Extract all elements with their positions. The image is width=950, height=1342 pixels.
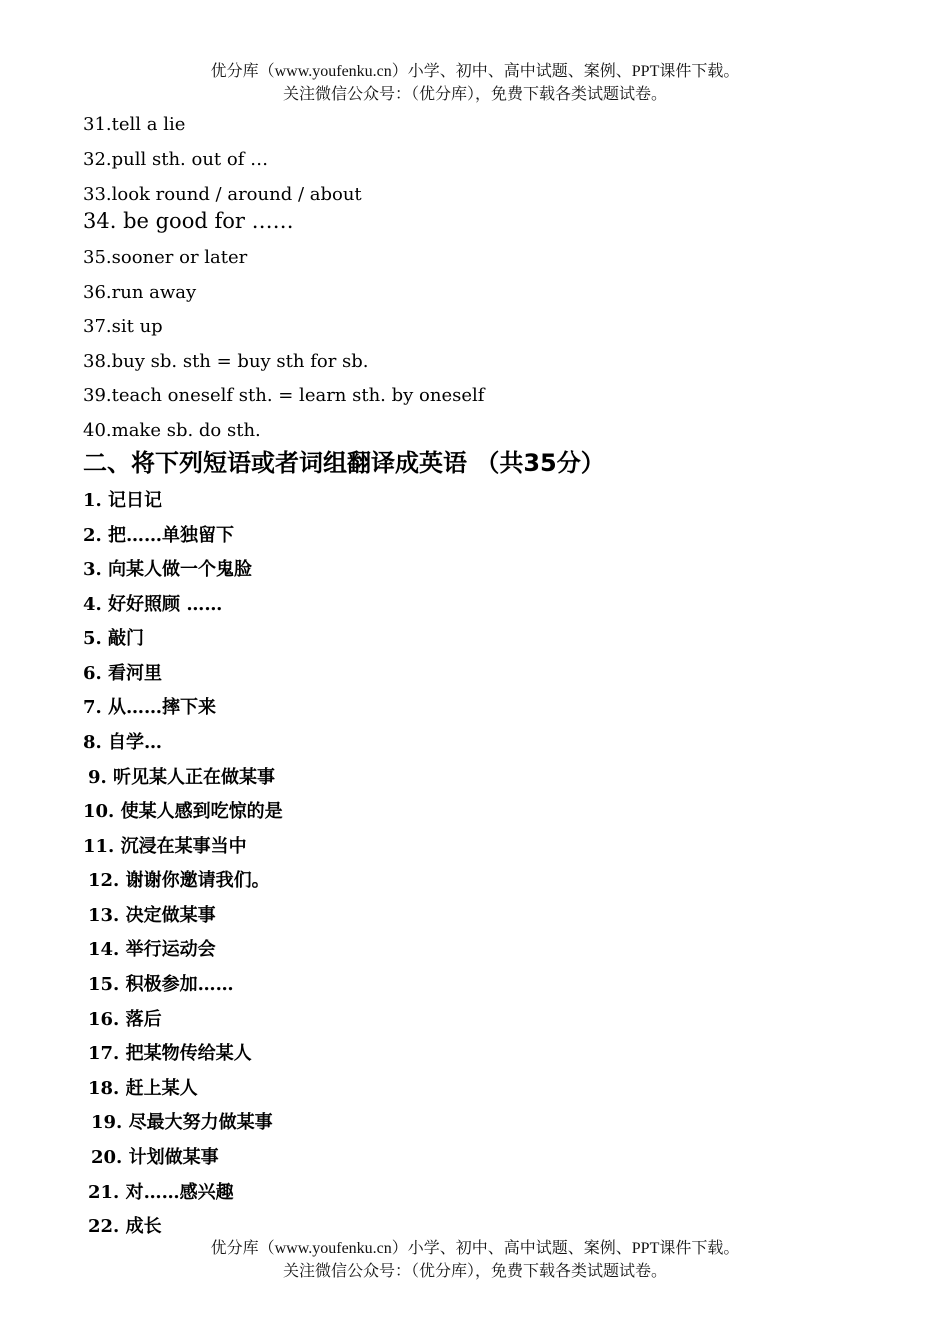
chinese-item-11: 11. 沉浸在某事当中 (83, 836, 247, 857)
page-footer (0, 1237, 950, 1283)
chinese-item-3: 3. 向某人做一个鬼脸 (83, 559, 253, 580)
header-line-1: 优分库（www.youfenku.cn）小学、初中、高中试题、案例、PPT课件下载。 (210, 63, 740, 80)
chinese-item-1: 1. 记日记 (83, 490, 163, 511)
header-line-2: 关注微信公众号：（优分库），免费下载各类试题试卷。 (282, 86, 667, 103)
chinese-item-10: 10. 使某人感到吃惊的是 (83, 801, 283, 822)
footer-line-2: 关注微信公众号：（优分库），免费下载各类试题试卷。 (282, 1263, 667, 1280)
section-heading: 二、将下列短语或者词组翻译成英语 （共35分） (83, 449, 605, 477)
chinese-item-12: 12. 谢谢你邀请我们。 (88, 870, 270, 891)
english-item-35: 35.sooner or later (83, 247, 248, 268)
english-item-39: 39.teach oneself sth. = learn sth. by oneself (83, 385, 485, 406)
chinese-item-6: 6. 看河里 (83, 663, 163, 684)
chinese-item-7: 7. 从……摔下来 (83, 697, 217, 718)
english-item-32: 32.pull sth. out of … (83, 149, 269, 170)
chinese-item-19: 19. 尽最大努力做某事 (91, 1112, 273, 1133)
chinese-item-17: 17. 把某物传给某人 (88, 1043, 252, 1064)
english-item-33: 33.look round / around / about (83, 184, 362, 205)
chinese-item-18: 18. 赶上某人 (88, 1078, 198, 1099)
english-item-38: 38.buy sb. sth = buy sth for sb. (83, 351, 369, 372)
chinese-item-22: 22. 成长 (88, 1216, 162, 1237)
chinese-item-5: 5. 敲门 (83, 628, 145, 649)
chinese-item-2: 2. 把……单独留下 (83, 525, 235, 546)
chinese-item-16: 16. 落后 (88, 1009, 162, 1030)
english-item-36: 36.run away (83, 282, 197, 303)
chinese-item-9: 9. 听见某人正在做某事 (88, 767, 276, 788)
chinese-item-8: 8. 自学… (83, 732, 163, 753)
english-item-40: 40.make sb. do sth. (83, 420, 261, 441)
footer-line-1: 优分库（www.youfenku.cn）小学、初中、高中试题、案例、PPT课件下载。 (210, 1240, 740, 1257)
chinese-item-4: 4. 好好照顾 …… (83, 594, 223, 615)
english-item-34: 34. be good for …… (83, 209, 294, 233)
english-item-31: 31.tell a lie (83, 114, 186, 135)
chinese-item-21: 21. 对……感兴趣 (88, 1182, 234, 1203)
chinese-item-13: 13. 决定做某事 (88, 905, 216, 926)
chinese-item-20: 20. 计划做某事 (91, 1147, 219, 1168)
page-header (0, 60, 950, 106)
english-item-37: 37.sit up (83, 316, 163, 337)
chinese-item-15: 15. 积极参加…… (88, 974, 234, 995)
chinese-item-14: 14. 举行运动会 (88, 939, 216, 960)
